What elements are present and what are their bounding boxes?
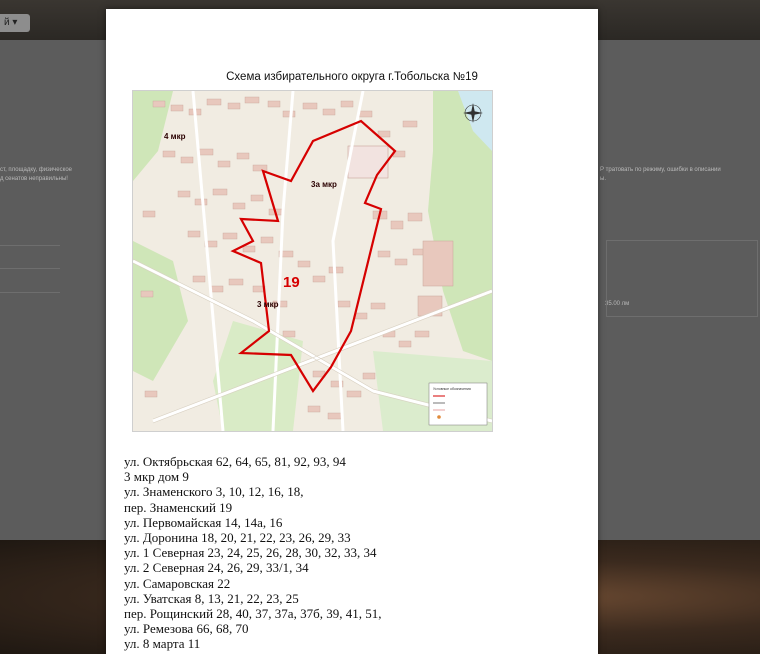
- map-label-3-mkr: 3 мкр: [257, 300, 279, 309]
- background-small-label: 35.00 лм: [605, 301, 630, 307]
- building-block: [423, 241, 453, 286]
- stadium-structure: [348, 146, 388, 178]
- map-label-4-mkr: 4 мкр: [164, 132, 186, 141]
- address-line: ул. Первомайская 14, 14а, 16: [124, 514, 283, 530]
- address-line: ул. 8 марта 11: [124, 636, 201, 652]
- background-divider: [0, 245, 60, 246]
- address-line: ул. Знаменского 3, 10, 12, 16, 18,: [124, 484, 304, 500]
- address-line: пер. Знаменский 19: [124, 499, 233, 515]
- background-divider: [0, 292, 60, 293]
- address-line: ул. 1 Северная 23, 24, 25, 26, 28, 30, 32, 33, 34: [124, 545, 377, 561]
- legend-title: Условные обозначения: [433, 387, 471, 391]
- background-text-left-1: ст, площадку, физическое: [0, 167, 72, 173]
- background-text-left-2: д сенатов неправильны!: [0, 176, 68, 182]
- document-title: Схема избирательного округа г.Тобольска №19: [226, 71, 478, 83]
- district-map: [132, 90, 493, 432]
- address-line: пер. Рощинский 28, 40, 37, 37а, 37б, 39, 41, 51,: [124, 606, 382, 622]
- map-label-3a-mkr: 3а мкр: [311, 180, 337, 189]
- district-number-label: 19: [283, 274, 300, 291]
- address-line: 3 мкр дом 9: [124, 469, 189, 485]
- background-text-right-1: Р тратовать по режиму, ошибки в описании: [600, 167, 721, 173]
- document-viewer[interactable]: [106, 9, 598, 654]
- map-legend: [429, 383, 487, 425]
- district-map-svg: [133, 91, 492, 431]
- background-text-right-2: ы.: [600, 176, 606, 182]
- background-panel: [606, 240, 758, 317]
- address-line: ул. Доронина 18, 20, 21, 22, 23, 26, 29, 33: [124, 530, 351, 546]
- background-select: й ▾: [0, 14, 30, 32]
- address-line: ул. Уватская 8, 13, 21, 22, 23, 25: [124, 590, 299, 606]
- address-line: ул. Октябрьская 62, 64, 65, 81, 92, 93, 94: [124, 454, 346, 469]
- address-line: ул. 2 Северная 24, 26, 29, 33/1, 34: [124, 560, 309, 576]
- address-line: ул. Ремезова 66, 68, 70: [124, 621, 249, 637]
- address-list: [124, 454, 584, 652]
- address-line: ул. Самаровская 22: [124, 575, 231, 591]
- background-divider: [0, 268, 60, 269]
